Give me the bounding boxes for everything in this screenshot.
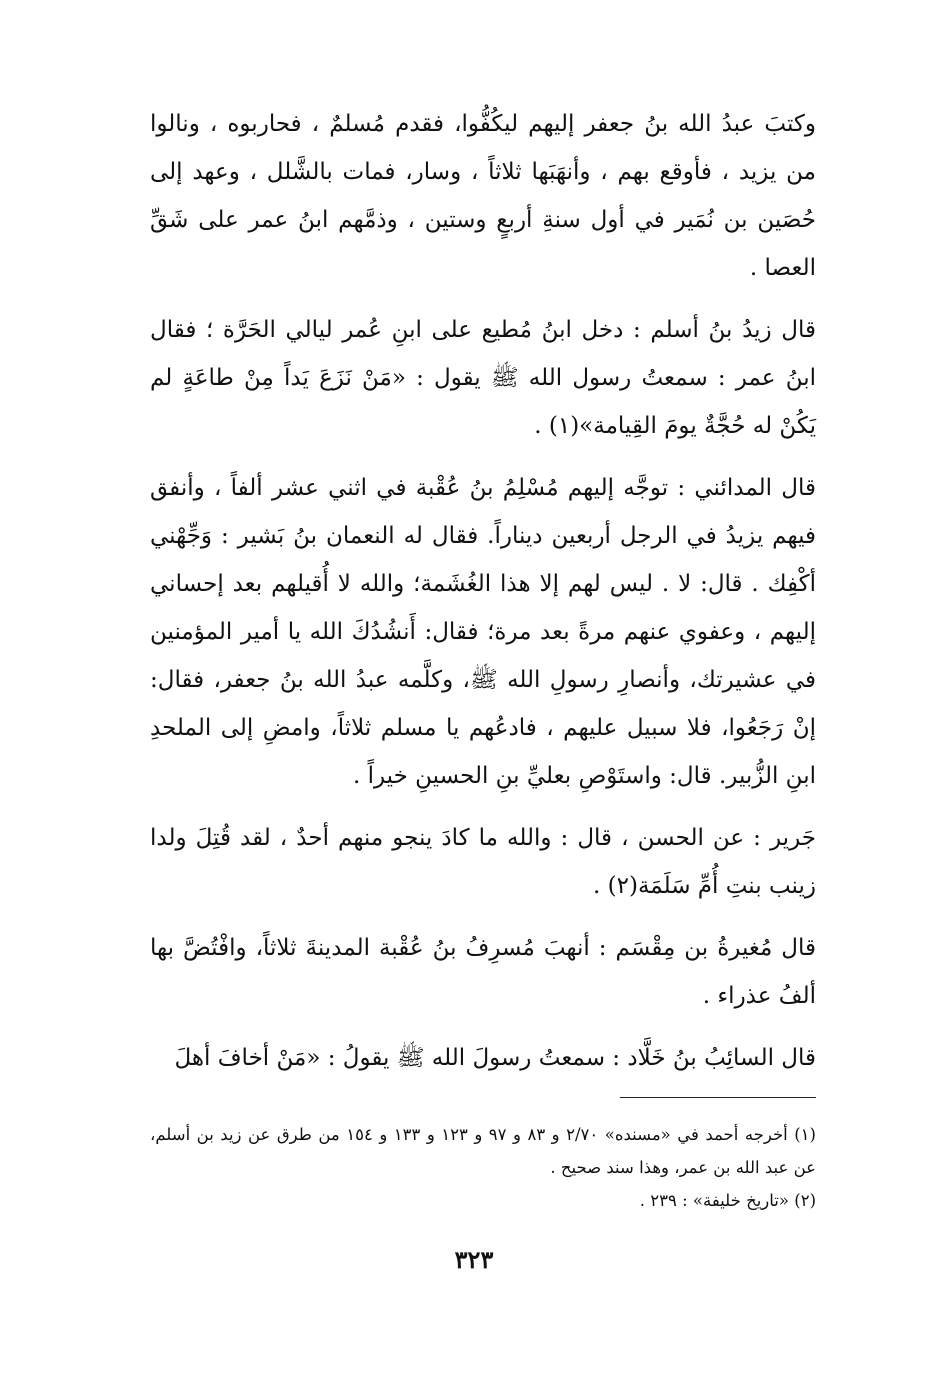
footnote-2: (٢) «تاريخ خليفة» : ٢٣٩ . [639,1191,816,1210]
paragraph-1: وكتبَ عبدُ الله بنُ جعفر إليهم ليكُفُّوا، فقدم مُسلمٌ ، فحاربوه ، ونالوا من يزيد ، فأوقع بهم ، وأنهَبَها ثلاثاً ، وسار، فمات بالشَّلل ، وعهد إلى حُصَين بن نُمَير في أول سنةِ أربعٍ وستين ، وذمَّهم ابنُ عمر على شَقِّ العصا . [150,111,816,281]
page-number: ٣٢٣ [454,1245,494,1274]
main-text [150,100,816,1082]
footnote-1: (١) أخرجه أحمد في «مسنده» ٢/٧٠ و ٨٣ و ٩٧ و ١٢٣ و ١٣٣ و ١٥٤ من طرق عن زيد بن أسلم، عن عبد الله بن عمر، وهذا سند صحيح . [150,1125,816,1177]
footnotes [150,1118,816,1217]
paragraph-3: قال المدائني : توجَّه إليهم مُسْلِمُ بنُ عُقْبة في اثني عشر ألفاً ، وأنفق فيهم يزيدُ في الرجل أربعين ديناراً. فقال له النعمان بنُ بَشير : وَجِّهْني أكْفِك . قال: لا . ليس لهم إلا هذا الغُشَمة؛ والله لا أُقيلهم بعد إحساني إليهم ، وعفوي عنهم مرةً بعد مرة؛ فقال: أَنشُدُكَ الله يا أمير المؤمنين في عشيرتك، وأنصارِ رسولِ الله ﷺ، وكلَّمه عبدُ الله بنُ جعفر، فقال: إنْ رَجَعُوا، فلا سبيل عليهم ، فادعُهم يا مسلم ثلاثاً، وامضِ إلى الملحدِ ابنِ الزُّبير. قال: واستَوْصِ بعليِّ بنِ الحسينِ خيراً . [150,475,816,789]
paragraph-6: قال السائِبُ بنُ خَلَّاد : سمعتُ رسولَ الله ﷺ يقولُ : «مَنْ أخافَ أهلَ [174,1045,816,1071]
paragraph-5: قال مُغيرةُ بن مِقْسَم : أنهبَ مُسرِفُ بنُ عُقْبة المدينةَ ثلاثاً، وافْتُضَّ بها ألفُ عذراء . [150,935,816,1009]
footnote-separator [620,1097,816,1098]
paragraph-2: قال زيدُ بنُ أسلم : دخل ابنُ مُطيع على ابنِ عُمر ليالي الحَرَّة ؛ فقال ابنُ عمر : سمعتُ رسول الله ﷺ يقول : «مَنْ نَزَعَ يَداً مِنْ طاعَةٍ لم يَكُنْ له حُجَّةٌ يومَ القِيامة»(١) . [150,317,816,439]
paragraph-4: جَرير : عن الحسن ، قال : والله ما كادَ ينجو منهم أحدٌ ، لقد قُتِلَ ولدا زينب بنتِ أُمِّ سَلَمَة(٢) . [150,825,816,899]
